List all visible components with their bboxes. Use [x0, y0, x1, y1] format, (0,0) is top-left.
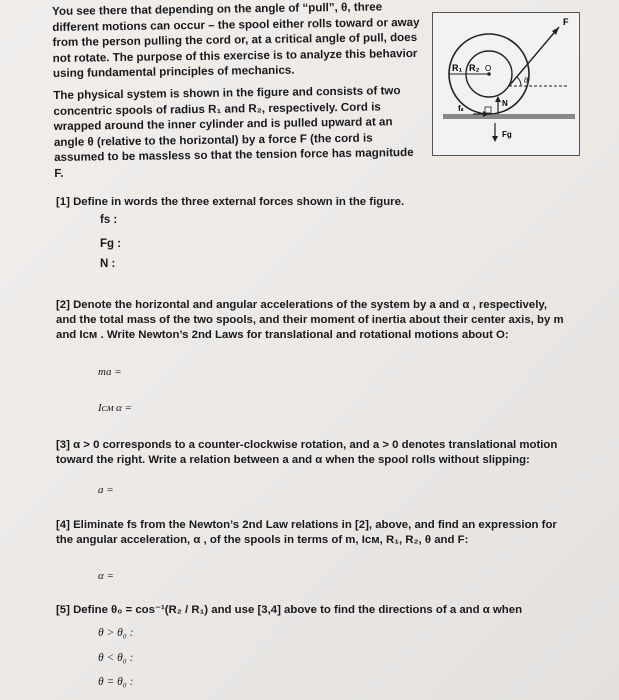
intro-line: angle θ (relative to the horizontal) by a force F (the cord is [53, 131, 373, 149]
spool-figure [432, 12, 580, 156]
gravity-force-arrowhead [492, 136, 498, 142]
force-label-n: N : [100, 258, 116, 270]
label-theta: θ [524, 76, 528, 85]
question-5 [56, 603, 522, 618]
question-5-line: [5] Define θ₀ = cos⁻¹(R₂ / R₁) and use [3,4] above to find the directions of a and α when [56, 604, 523, 616]
equation-ma: ma = [98, 366, 122, 378]
equation-icm-alpha: Iᴄᴍ α = [98, 402, 132, 414]
spool-diagram [433, 13, 579, 155]
intro-line: You see there that depending on the angle of “pull”, θ, three [52, 0, 383, 18]
ground-surface [443, 114, 575, 119]
contact-point-c [485, 107, 491, 113]
angle-arc [517, 77, 521, 86]
case-theta-equal: θ = θ₀ : [98, 676, 134, 688]
cord-line [509, 27, 559, 86]
question-2-line: and Iᴄᴍ . Write Newton’s 2nd Laws for translational and rotational motions about O: [56, 329, 509, 341]
equation-a: a = [98, 484, 114, 496]
label-o: O [485, 64, 492, 73]
normal-force-arrowhead [495, 96, 501, 102]
question-4-line: [4] Eliminate fs from the Newton’s 2nd Law relations in [2], above, and find an expression for [56, 519, 557, 531]
question-3 [56, 438, 557, 468]
intro-paragraph-2 [53, 83, 424, 182]
question-2-line: [2] Denote the horizontal and angular accelerations of the system by a and α , respectively, [56, 299, 548, 311]
case-theta-greater: θ > θ₀ : [98, 627, 134, 639]
label-f: F [563, 17, 569, 27]
intro-line: The physical system is shown in the figure and consists of two [53, 84, 401, 102]
question-1-text: [1] Define in words the three external forces shown in the figure. [56, 196, 405, 208]
intro-line: assumed to be massless so that the tension force has magnitude F. [54, 146, 414, 180]
question-2 [56, 298, 564, 343]
question-4-line: the angular acceleration, α , of the spools in terms of m, Iᴄᴍ, R₁, R₂, θ and F: [56, 534, 469, 546]
intro-text [52, 0, 424, 182]
force-label-fs: fs : [100, 214, 118, 226]
intro-line: wrapped around the inner cylinder and is pulled upward at an [53, 115, 393, 134]
question-1 [56, 195, 404, 210]
label-n: N [502, 99, 508, 108]
force-label-fg: Fɡ : [100, 238, 122, 250]
question-3-line: [3] α > 0 corresponds to a counter-clockwise rotation, and a > 0 denotes translational motion [56, 439, 558, 451]
question-4 [56, 518, 557, 548]
case-theta-less: θ < θ₀ : [98, 652, 134, 664]
question-3-line: toward the right. Write a relation between a and α when the spool rolls without slipping: [56, 454, 530, 466]
label-fs: fₛ [458, 104, 464, 113]
equation-alpha: α = [98, 570, 114, 582]
intro-paragraph-1 [52, 0, 423, 82]
question-2-line: and the total mass of the two spools, and their moment of inertia about their center axis, by m [56, 314, 564, 326]
intro-line: different motions can occur – the spool either rolls toward or away [52, 15, 420, 34]
label-r1: R₁ [452, 63, 463, 73]
intro-line: not rotate. The purpose of this exercise is to analyze this behavior [52, 46, 418, 65]
intro-line: concentric spools of radius R₁ and R₂, respectively. Cord is [53, 99, 381, 118]
intro-line: using fundamental principles of mechanics. [52, 63, 295, 81]
label-r2: R₂ [469, 63, 480, 73]
label-fg: Fɡ [502, 130, 512, 139]
intro-line: from the person pulling the cord or, at a critical angle of pull, does [52, 31, 418, 50]
